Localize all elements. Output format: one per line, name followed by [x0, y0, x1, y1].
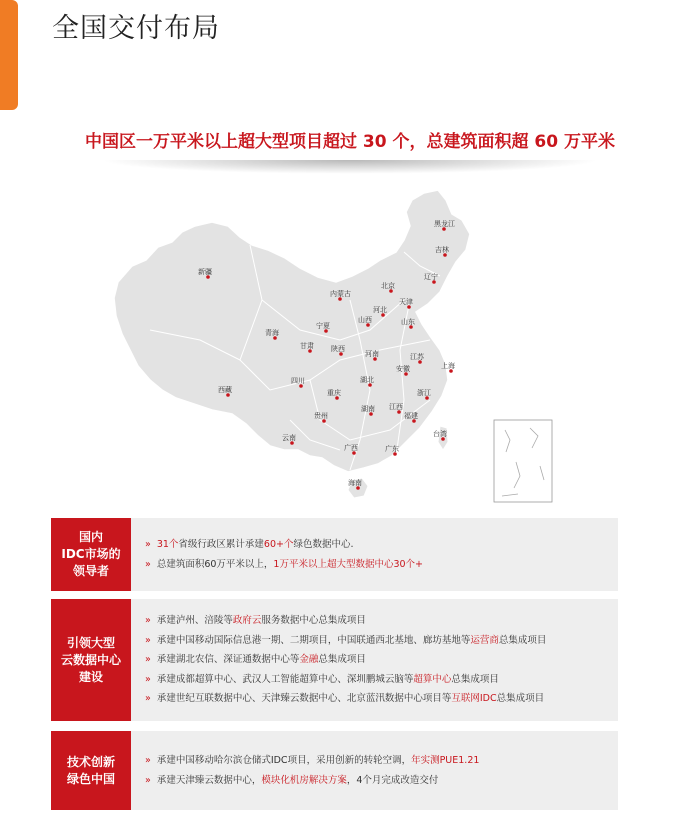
province-label: 内蒙古	[330, 290, 351, 298]
bullet-marker: »	[145, 615, 151, 627]
highlight-text: 1万平米以上超大型数据中心30个+	[273, 558, 423, 570]
province-label: 黑龙江	[434, 220, 455, 228]
bullet-line	[145, 535, 618, 555]
highlight-text: 60+个	[263, 539, 294, 550]
province-label: 安徽	[396, 365, 410, 373]
province-label: 四川	[291, 377, 305, 385]
bullet-text: 承建泸州、涪陵等	[156, 615, 233, 627]
bullet-line	[145, 689, 618, 709]
bullet-text: 总集成项目	[451, 673, 499, 685]
bullet-text: 承建湖北农信、深证通数据中心等	[156, 654, 300, 666]
province-label: 河北	[373, 306, 387, 314]
page-title: 全国交付布局	[52, 13, 220, 44]
bullet-text: 承建世纪互联数据中心、天津臻云数据中心、北京蓝汛数据中心项目等	[156, 693, 452, 705]
highlight-text: 政府云	[232, 615, 262, 627]
south-china-sea-inset	[494, 420, 552, 502]
bullet-line	[145, 611, 618, 631]
bullet-marker: »	[145, 755, 151, 766]
bullet-text: 承建中国移动哈尔滨仓储式IDC项目，采用创新的转轮空调，	[156, 755, 412, 766]
highlight-text: 互联网IDC	[451, 693, 497, 705]
bullet-text: 省级行政区累计承建	[178, 539, 264, 550]
province-label: 宁夏	[316, 322, 330, 330]
bullet-text: 总集成项目	[496, 693, 545, 705]
bullet-line	[145, 771, 618, 791]
province-label: 新疆	[198, 268, 212, 276]
bullet-text: ，4个月完成改造交付	[346, 774, 439, 786]
province-label: 江苏	[410, 353, 424, 361]
panel-idc-leader	[51, 518, 618, 591]
bullet-text: 承建中国移动国际信息港一期、二期项目，中国联通西北基地、廊坊基地等	[156, 634, 471, 646]
bullet-marker: »	[145, 558, 151, 570]
highlight-text: 模块化机房解决方案	[261, 774, 347, 786]
panel-label: 引领大型 云数据中心 建设	[51, 599, 131, 721]
highlight-text: 超算中心	[413, 673, 452, 685]
panel-label: 技术创新 绿色中国	[51, 731, 131, 810]
highlight-text: 31个	[156, 539, 179, 550]
headline: 中国区一万平米以上超大型项目超过 30 个，总建筑面积超 60 万平米	[85, 132, 615, 152]
bullet-text: 总集成项目	[318, 654, 366, 666]
panel-label: 国内 IDC市场的 领导者	[51, 518, 131, 591]
province-label: 广西	[344, 444, 358, 452]
china-outline	[114, 190, 470, 472]
province-label: 陕西	[331, 345, 345, 353]
province-label: 山西	[358, 316, 372, 324]
province-label: 天津	[399, 298, 413, 306]
province-label: 海南	[348, 479, 362, 487]
panel-cloud-dc	[51, 599, 618, 721]
province-label: 贵州	[314, 412, 328, 420]
bullet-text: 承建天津臻云数据中心，	[156, 774, 262, 786]
bullet-line	[145, 650, 618, 670]
province-label: 上海	[441, 362, 455, 370]
province-label: 福建	[404, 412, 418, 420]
bullet-text: 总集成项目	[498, 634, 547, 646]
province-label: 山东	[401, 318, 415, 326]
bullet-line	[145, 670, 618, 690]
bullet-marker: »	[145, 539, 151, 550]
bullet-text: 总建筑面积60万平米以上，	[156, 558, 274, 570]
bullet-marker: »	[145, 673, 151, 685]
province-label: 重庆	[327, 389, 341, 397]
bullet-text: 服务数据中心总集成项目	[261, 615, 366, 627]
province-label: 浙江	[417, 389, 431, 397]
bullet-marker: »	[145, 634, 151, 646]
panel-body	[131, 518, 618, 591]
province-label: 台湾	[433, 430, 447, 438]
province-label: 北京	[381, 282, 395, 290]
province-label: 江西	[389, 403, 403, 411]
panel-body	[131, 731, 618, 810]
highlight-text: 年实测PUE1.21	[411, 755, 480, 766]
panel-body	[131, 599, 618, 721]
province-label: 甘肃	[300, 342, 314, 350]
bullet-marker: »	[145, 693, 151, 705]
bullet-text: 承建成都超算中心、武汉人工智能超算中心、深圳鹏城云脑等	[156, 673, 414, 685]
province-label: 青海	[265, 329, 279, 337]
highlight-text: 运营商	[470, 634, 499, 646]
panel-green-innovation	[51, 731, 618, 810]
province-label: 云南	[282, 434, 296, 442]
bullet-line	[145, 555, 618, 575]
bullet-line	[145, 631, 618, 651]
province-label: 广东	[385, 445, 399, 453]
province-label: 河南	[365, 350, 379, 358]
province-label: 辽宁	[424, 273, 438, 281]
bullet-marker: »	[145, 654, 151, 666]
bullet-marker: »	[145, 774, 151, 786]
province-label: 湖北	[360, 376, 374, 384]
bullet-line	[145, 751, 618, 771]
province-label: 湖南	[361, 405, 375, 413]
province-label: 吉林	[435, 246, 449, 254]
province-label: 西藏	[218, 386, 232, 394]
highlight-text: 金融	[299, 654, 319, 666]
bullet-text: 绿色数据中心.	[293, 539, 354, 550]
